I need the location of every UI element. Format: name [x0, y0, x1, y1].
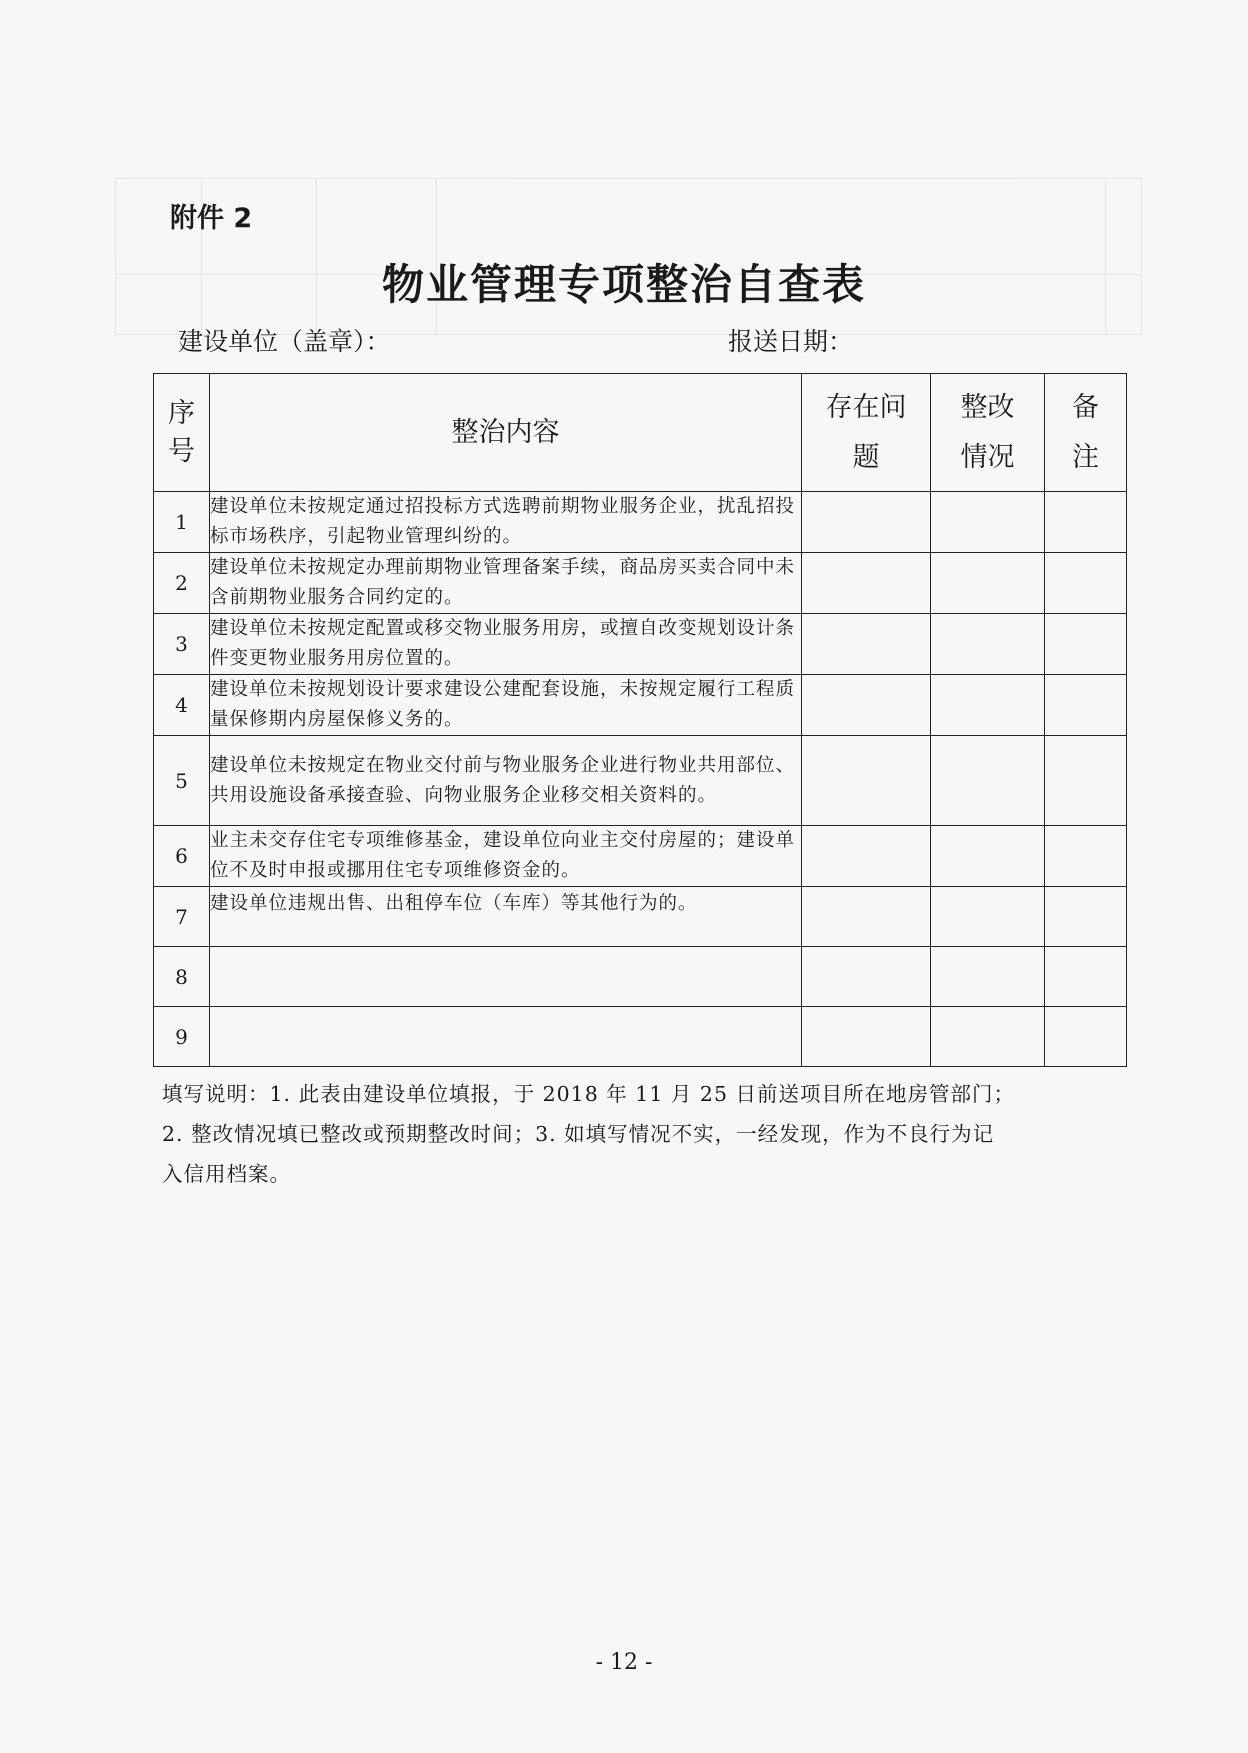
note-cell[interactable] [1045, 826, 1127, 887]
fix-cell[interactable] [931, 947, 1045, 1007]
row-number: 8 [154, 947, 210, 1007]
fix-cell[interactable] [931, 1007, 1045, 1067]
page-title: 物业管理专项整治自查表 [381, 260, 866, 309]
fix-cell[interactable] [931, 675, 1045, 736]
table-row [154, 553, 1127, 614]
row-content: 建设单位未按规定配置或移交物业服务用房，或擅自改变规划设计条件变更物业服务用房位置的。 [210, 614, 802, 675]
note-cell[interactable] [1045, 614, 1127, 675]
table-row [154, 947, 1127, 1007]
table-row [154, 887, 1127, 947]
attachment-label: 附件 2 [170, 203, 253, 234]
self-check-table [153, 373, 1127, 1067]
table-row [154, 492, 1127, 553]
issue-cell[interactable] [802, 736, 931, 826]
row-content: 建设单位违规出售、出租停车位（车库）等其他行为的。 [210, 887, 802, 947]
date-label: 报送日期： [728, 327, 854, 356]
issue-cell[interactable] [802, 947, 931, 1007]
issue-cell[interactable] [802, 553, 931, 614]
table-row [154, 1007, 1127, 1067]
instructions-line-2: 2. 整改情况填已整改或预期整改时间；3. 如填写情况不实，一经发现，作为不良行为记 [162, 1122, 995, 1146]
table-header-row [154, 374, 1127, 492]
issue-cell[interactable] [802, 1007, 931, 1067]
note-cell[interactable] [1045, 887, 1127, 947]
header-fix: 整改 情况 [931, 374, 1045, 492]
table-row [154, 736, 1127, 826]
row-content: 建设单位未按规划设计要求建设公建配套设施，未按规定履行工程质量保修期内房屋保修义务的。 [210, 675, 802, 736]
row-number: 7 [154, 887, 210, 947]
table-row [154, 614, 1127, 675]
fix-cell[interactable] [931, 826, 1045, 887]
header-issue: 存在问 题 [802, 374, 931, 492]
row-content[interactable] [210, 947, 802, 1007]
issue-cell[interactable] [802, 614, 931, 675]
note-cell[interactable] [1045, 675, 1127, 736]
issue-cell[interactable] [802, 887, 931, 947]
issue-cell[interactable] [802, 826, 931, 887]
row-content[interactable] [210, 1007, 802, 1067]
note-cell[interactable] [1045, 1007, 1127, 1067]
header-note: 备 注 [1045, 374, 1127, 492]
issue-cell[interactable] [802, 675, 931, 736]
fix-cell[interactable] [931, 492, 1045, 553]
row-content: 建设单位未按规定办理前期物业管理备案手续，商品房买卖合同中未含前期物业服务合同约定的。 [210, 553, 802, 614]
row-content: 业主未交存住宅专项维修基金，建设单位向业主交付房屋的；建设单位不及时申报或挪用住宅专项维修资金的。 [210, 826, 802, 887]
row-content: 建设单位未按规定在物业交付前与物业服务企业进行物业共用部位、共用设施设备承接查验、向物业服务企业移交相关资料的。 [210, 736, 802, 826]
table-row [154, 675, 1127, 736]
row-number: 5 [154, 736, 210, 826]
header-content: 整治内容 [210, 374, 802, 492]
unit-label: 建设单位（盖章）： [178, 327, 391, 356]
row-number: 9 [154, 1007, 210, 1067]
instructions-line-1: 填写说明：1. 此表由建设单位填报，于 2018 年 11 月 25 日前送项目所在地房管部门； [162, 1082, 1016, 1106]
note-cell[interactable] [1045, 947, 1127, 1007]
issue-cell[interactable] [802, 492, 931, 553]
fix-cell[interactable] [931, 887, 1045, 947]
fix-cell[interactable] [931, 553, 1045, 614]
row-number: 4 [154, 675, 210, 736]
row-number: 3 [154, 614, 210, 675]
note-cell[interactable] [1045, 553, 1127, 614]
header-seq: 序 号 [154, 374, 210, 492]
instructions-line-3: 入信用档案。 [162, 1162, 291, 1186]
fix-cell[interactable] [931, 614, 1045, 675]
row-number: 1 [154, 492, 210, 553]
fix-cell[interactable] [931, 736, 1045, 826]
row-number: 6 [154, 826, 210, 887]
page-number: - 12 - [595, 1650, 653, 1675]
row-number: 2 [154, 553, 210, 614]
table-row [154, 826, 1127, 887]
note-cell[interactable] [1045, 492, 1127, 553]
filling-instructions [162, 1074, 1102, 1194]
row-content: 建设单位未按规定通过招投标方式选聘前期物业服务企业，扰乱招投标市场秩序，引起物业管理纠纷的。 [210, 492, 802, 553]
note-cell[interactable] [1045, 736, 1127, 826]
